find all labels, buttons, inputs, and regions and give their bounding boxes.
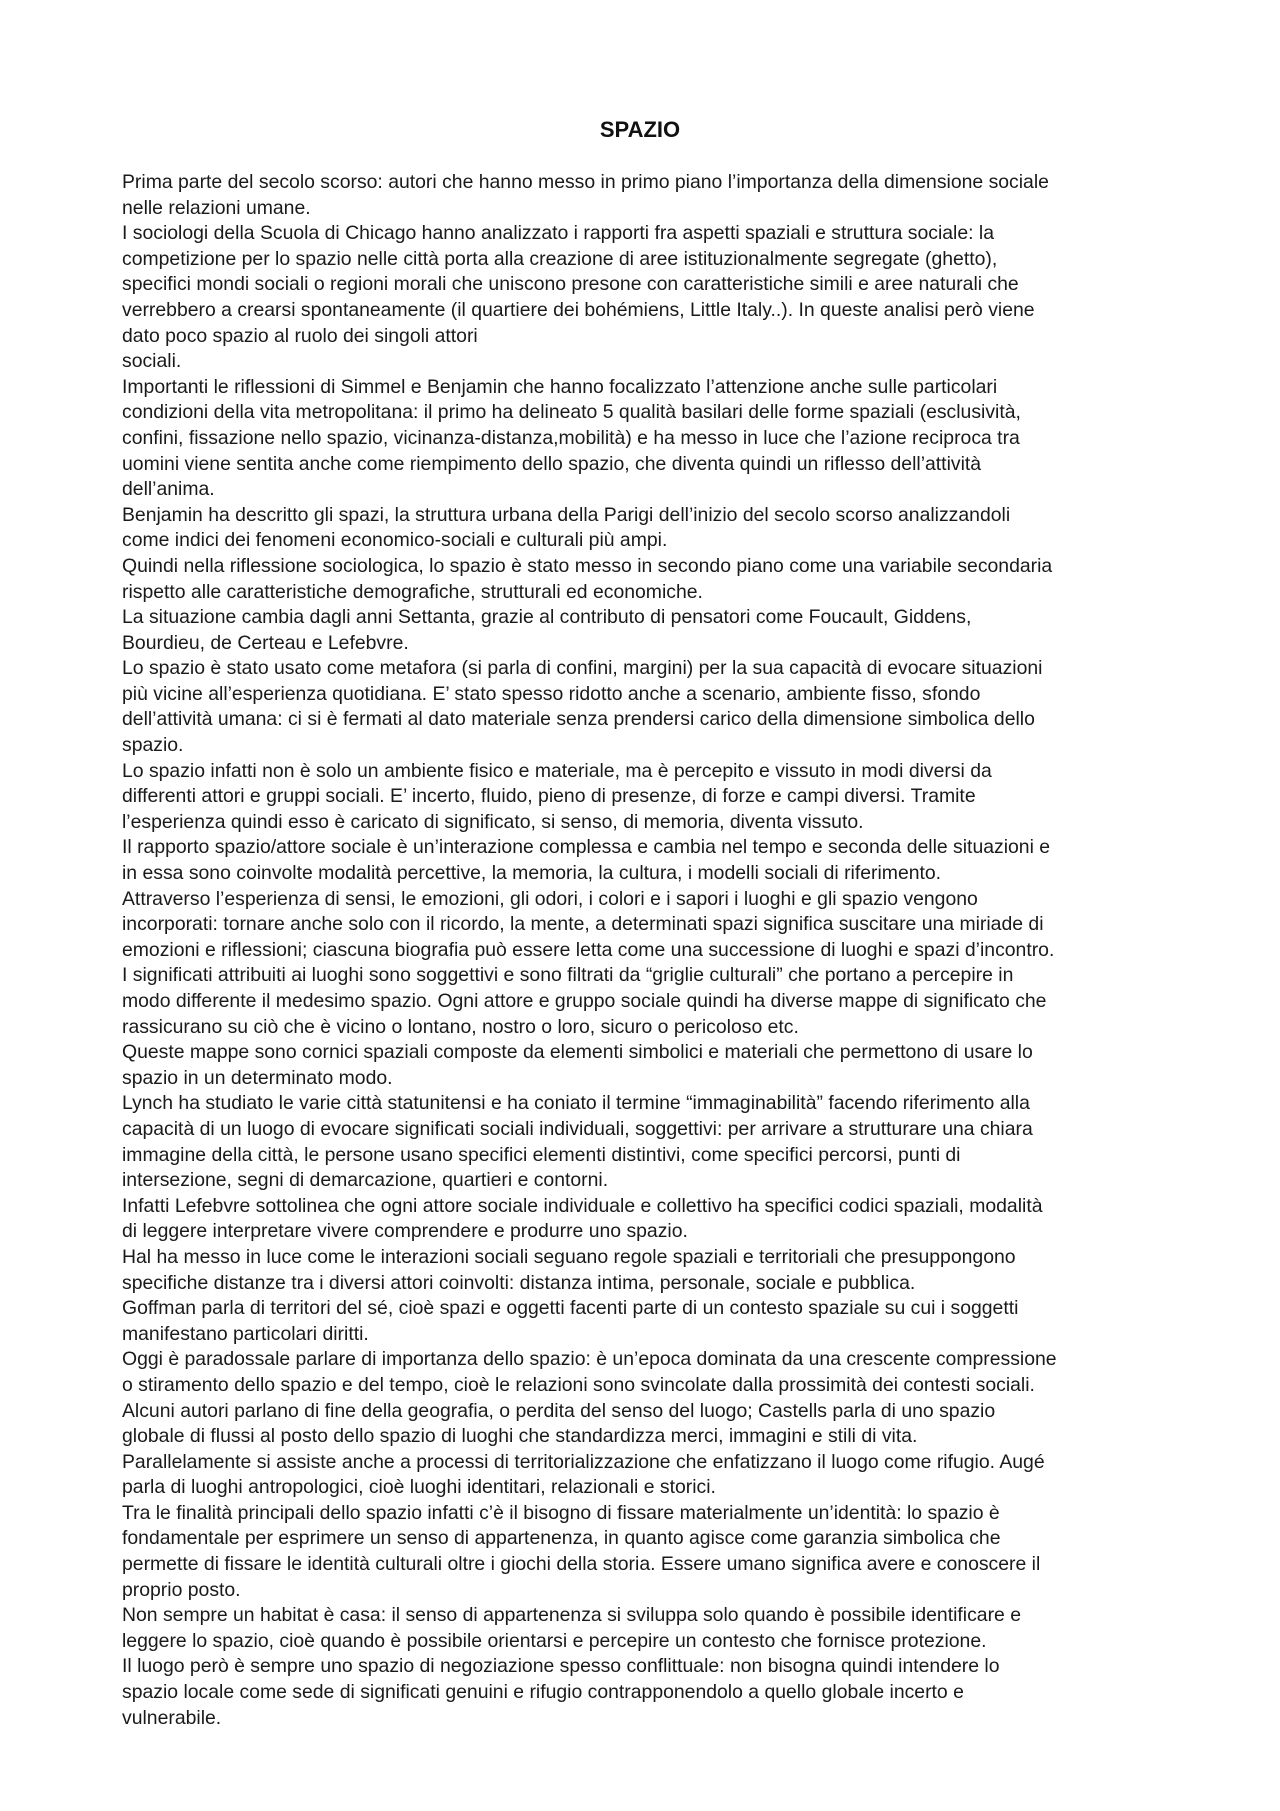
text-line: I sociologi della Scuola di Chicago hanno analizzato i rapporti fra aspetti spaziali e struttura sociale: la: [122, 222, 994, 245]
text-line: fondamentale per esprimere un senso di appartenenza, in quanto agisce come garanzia simbolica che: [122, 1527, 1001, 1550]
text-line: dell’attività umana: ci si è fermati al dato materiale senza prendersi carico della dimensione simbolica dello: [122, 708, 1035, 731]
text-line: Il luogo però è sempre uno spazio di negoziazione spesso conflittuale: non bisogna quindi intendere lo: [122, 1655, 1000, 1678]
text-line: manifestano particolari diritti.: [122, 1322, 369, 1345]
text-line: Importanti le riflessioni di Simmel e Benjamin che hanno focalizzato l’attenzione anche sulle particolari: [122, 375, 998, 398]
text-line: o stiramento dello spazio e del tempo, cioè le relazioni sono svincolate dalla prossimità dei contesti sociali.: [122, 1373, 1035, 1396]
text-line: verrebbero a crearsi spontaneamente (il quartiere dei bohémiens, Little Italy..). In queste analisi però viene: [122, 298, 1035, 321]
text-line: permette di fissare le identità culturali oltre i giochi della storia. Essere umano significa avere e conoscere il: [122, 1553, 1041, 1576]
text-line: l’esperienza quindi esso è caricato di significato, si senso, di memoria, diventa vissuto.: [122, 810, 864, 833]
text-line: modo differente il medesimo spazio. Ogni attore e gruppo sociale quindi ha diverse mappe di significato che: [122, 990, 1047, 1012]
text-line: confini, fissazione nello spazio, vicinanza-distanza,mobilità) e ha messo in luce che l’azione reciproca tra: [122, 426, 1020, 449]
text-line: in essa sono coinvolte modalità percettive, la memoria, la cultura, i modelli sociali di riferimento.: [122, 862, 942, 885]
text-line: incorporati: tornare anche solo con il ricordo, la mente, a determinati spazi significa suscitare una miriade di: [122, 913, 1044, 936]
text-line: competizione per lo spazio nelle città porta alla creazione di aree istituzionalmente segregate (ghetto),: [122, 247, 998, 270]
text-line: La situazione cambia dagli anni Settanta, grazie al contributo di pensatori come Foucault, Giddens,: [122, 606, 972, 629]
text-line: Parallelamente si assiste anche a processi di territorializzazione che enfatizzano il luogo come rifugio. Augé: [122, 1450, 1045, 1473]
text-line: globale di flussi al posto dello spazio di luoghi che standardizza merci, immagini e stili di vita.: [122, 1425, 918, 1448]
text-line: Il rapporto spazio/attore sociale è un’interazione complessa e cambia nel tempo e seconda delle situazioni e: [122, 836, 1051, 859]
text-line: spazio.: [122, 734, 184, 757]
text-line: vulnerabile.: [122, 1706, 222, 1729]
text-line: Lo spazio infatti non è solo un ambiente fisico e materiale, ma è percepito e vissuto in modi diversi da: [122, 759, 992, 782]
text-line: sociali.: [122, 350, 182, 373]
text-line: Lo spazio è stato usato come metafora (si parla di confini, margini) per la sua capacità di evocare situazioni: [122, 657, 1043, 680]
text-line: Tra le finalità principali dello spazio infatti c’è il bisogno di fissare materialmente un’identità: lo spazio è: [122, 1501, 1000, 1524]
text-line: più vicine all’esperienza quotidiana. E’ stato spesso ridotto anche a scenario, ambiente fisso, sfondo: [122, 682, 981, 705]
text-line: Non sempre un habitat è casa: il senso di appartenenza si sviluppa solo quando è possibile identificare e: [122, 1604, 1021, 1627]
text-line: differenti attori e gruppi sociali. E’ incerto, fluido, pieno di presenze, di forze e campi diversi. Tramite: [122, 785, 976, 808]
text-line: Hal ha messo in luce come le interazioni sociali seguano regole spaziali e territoriali che presuppongono: [122, 1245, 1016, 1268]
text-line: uomini viene sentita anche come riempimento dello spazio, che diventa quindi un riflesso dell’attività: [122, 452, 982, 475]
text-line: spazio locale come sede di significati genuini e rifugio contrapponendolo a quello globale incerto e: [122, 1681, 964, 1704]
text-line: spazio in un determinato modo.: [122, 1066, 393, 1089]
text-line: dato poco spazio al ruolo dei singoli attori: [122, 324, 478, 347]
text-line: Oggi è paradossale parlare di importanza dello spazio: è un’epoca dominata da una crescente compressione: [122, 1348, 1057, 1371]
text-line: di leggere interpretare vivere comprendere e produrre uno spazio.: [122, 1220, 688, 1243]
text-line: proprio posto.: [122, 1578, 241, 1601]
text-line: specifici mondi sociali o regioni morali che uniscono presone con caratteristiche simili e aree naturali che: [122, 273, 1019, 296]
document-title: SPAZIO: [599, 117, 681, 142]
text-line: Goffman parla di territori del sé, cioè spazi e oggetti facenti parte di un contesto spaziale su cui i soggetti: [122, 1297, 1019, 1320]
text-line: Infatti Lefebvre sottolinea che ogni attore sociale individuale e collettivo ha specifici codici spaziali, modalità: [122, 1194, 1043, 1217]
text-line: rassicurano su ciò che è vicino o lontano, nostro o loro, sicuro o pericoloso etc.: [122, 1015, 799, 1038]
text-line: Attraverso l’esperienza di sensi, le emozioni, gli odori, i colori e i sapori i luoghi e gli spazio vengono: [122, 887, 978, 910]
text-line: Benjamin ha descritto gli spazi, la struttura urbana della Parigi dell’inizio del secolo scorso analizzandoli: [122, 503, 1011, 526]
text-line: Bourdieu, de Certeau e Lefebvre.: [122, 631, 409, 654]
text-line: Prima parte del secolo scorso: autori che hanno messo in primo piano l’importanza della dimensione sociale: [122, 171, 1049, 193]
text-line: Alcuni autori parlano di fine della geografia, o perdita del senso del luogo; Castells parla di uno spazio: [122, 1399, 996, 1422]
text-line: parla di luoghi antropologici, cioè luoghi identitari, relazionali e storici.: [122, 1476, 716, 1499]
text-line: come indici dei fenomeni economico-sociali e culturali più ampi.: [122, 529, 668, 552]
text-line: specifiche distanze tra i diversi attori coinvolti: distanza intima, personale, sociale e pubblica.: [122, 1271, 916, 1294]
text-line: dell’anima.: [122, 478, 215, 501]
text-line: I significati attribuiti ai luoghi sono soggettivi e sono filtrati da “griglie culturali” che portano a percepire in: [122, 964, 1014, 987]
text-line: Queste mappe sono cornici spaziali composte da elementi simbolici e materiali che permettono di usare lo: [122, 1041, 1033, 1064]
text-line: immagine della città, le persone usano specifici elementi distintivi, come specifici percorsi, punti di: [122, 1143, 961, 1166]
text-line: Lynch ha studiato le varie città statunitensi e ha coniato il termine “immaginabilità” facendo riferimento alla: [122, 1092, 1030, 1115]
text-line: leggere lo spazio, cioè quando è possibile orientarsi e percepire un contesto che fornisce protezione.: [122, 1629, 987, 1652]
text-line: rispetto alle caratteristiche demografiche, strutturali ed economiche.: [122, 580, 703, 603]
text-line: capacità di un luogo di evocare significati sociali individuali, soggettivi: per arrivare a strutturare una chiara: [122, 1117, 1033, 1140]
text-line: intersezione, segni di demarcazione, quartieri e contorni.: [122, 1169, 609, 1192]
text-line: emozioni e riflessioni; ciascuna biografia può essere letta come una successione di luoghi e spazi d’incontro.: [122, 938, 1055, 961]
text-line: Quindi nella riflessione sociologica, lo spazio è stato messo in secondo piano come una variabile secondaria: [122, 554, 1053, 577]
text-line: nelle relazioni umane.: [122, 196, 311, 219]
document-body: [122, 170, 1182, 1731]
text-line: condizioni della vita metropolitana: il primo ha delineato 5 qualità basilari delle forme spaziali (esclusività,: [122, 401, 1021, 424]
